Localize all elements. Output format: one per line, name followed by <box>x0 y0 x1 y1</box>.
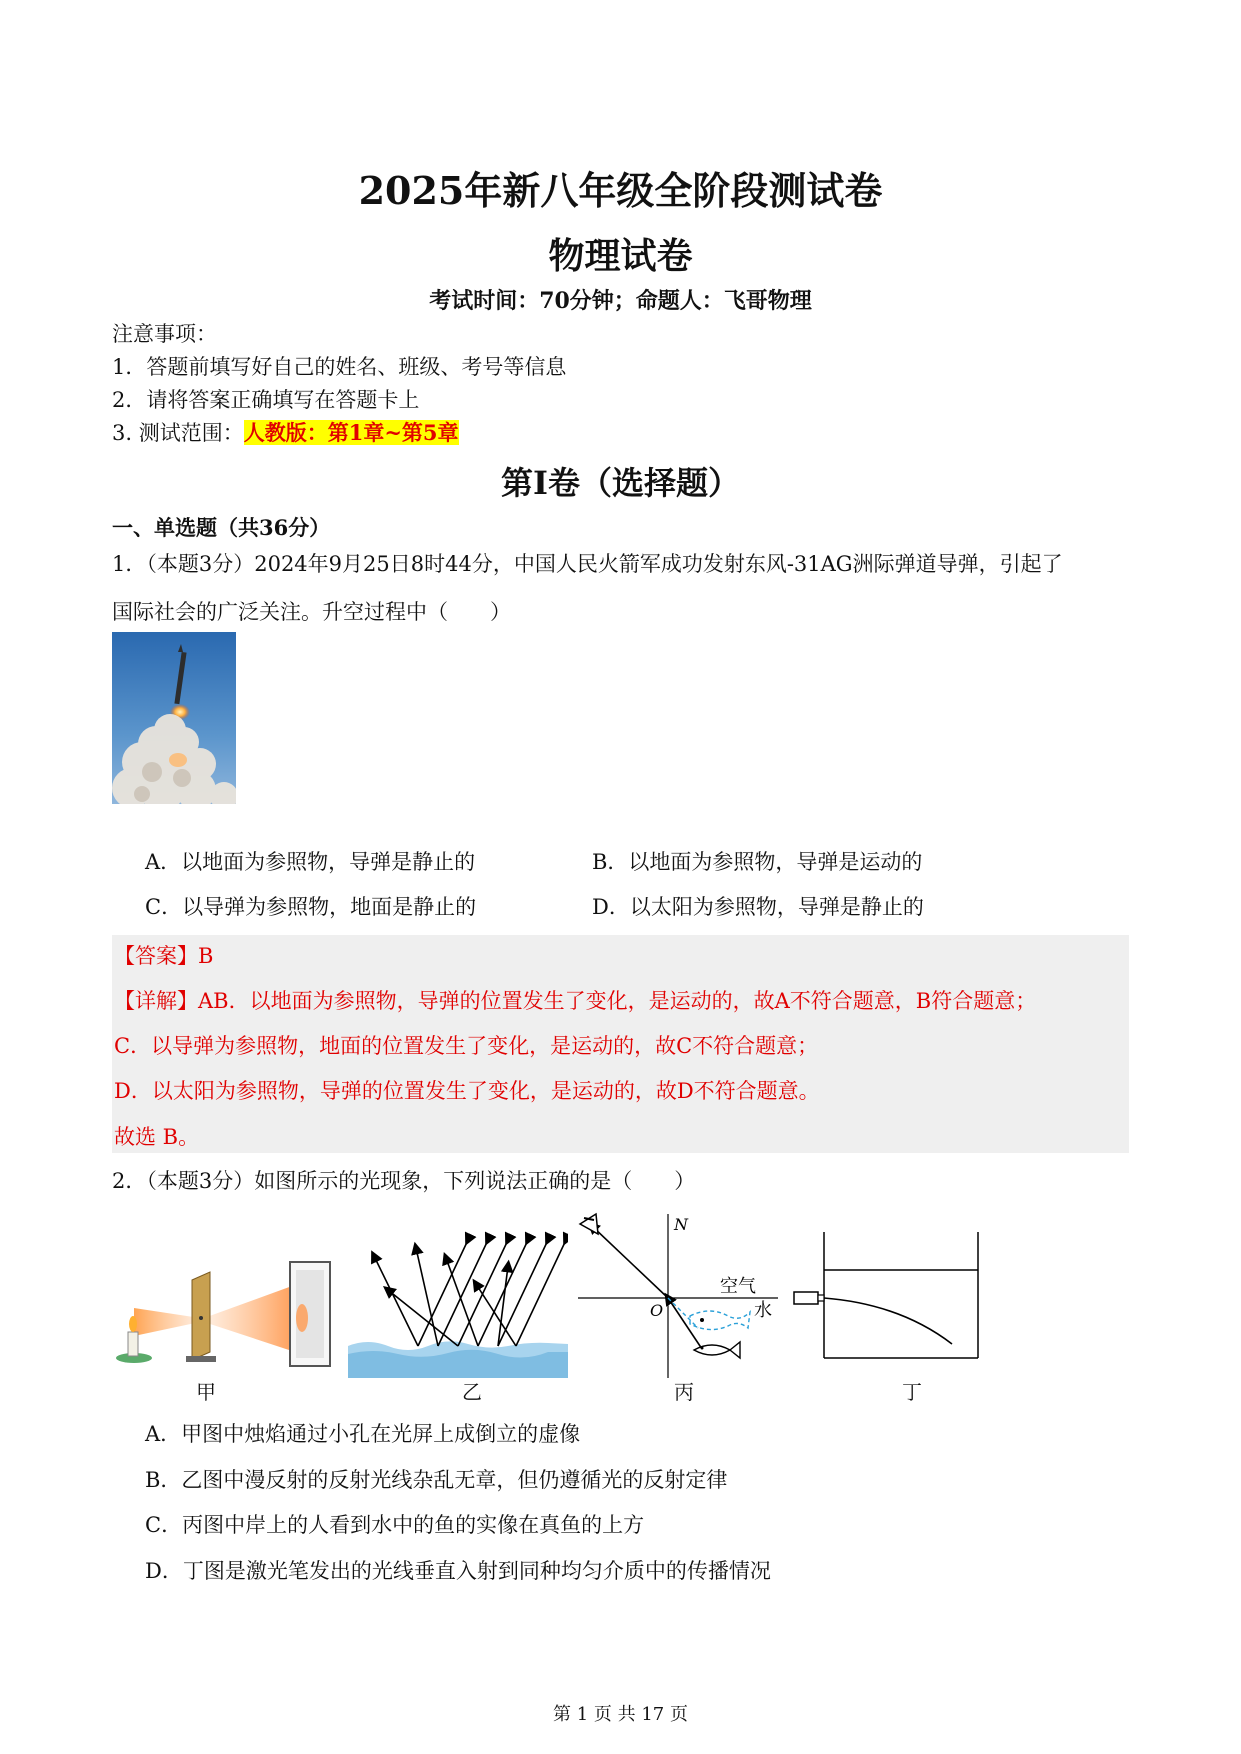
part-heading: 一、单选题（共36分） <box>112 515 331 540</box>
section-title: 第Ⅰ卷（选择题） <box>501 464 740 502</box>
exam-title: 2025年新八年级全阶段测试卷 <box>358 168 883 213</box>
test-scope-highlight: 人教版：第1章~第5章 <box>243 420 459 445</box>
missile-launch-image <box>112 632 236 804</box>
q2-option-b[interactable]: B．乙图中漫反射的反射光线杂乱无章，但仍遵循光的反射定律 <box>145 1468 728 1492</box>
q1-stem-line1: 1．（本题3分）2024年9月25日8时44分，中国人民火箭军成功发射东风-31AG洲际弹道导弹，引起了 <box>112 552 1063 576</box>
caption-ding: 丁 <box>902 1380 922 1404</box>
figure-jia-pinhole <box>112 1256 332 1370</box>
q1-option-d[interactable]: D．以太阳为参照物，导弹是静止的 <box>592 895 924 919</box>
label-origin-o: O <box>650 1301 664 1320</box>
notes-item-2: 2．请将答案正确填写在答题卡上 <box>112 388 420 412</box>
q2-option-a[interactable]: A．甲图中烛焰通过小孔在光屏上成倒立的虚像 <box>145 1422 581 1446</box>
figure-bing-refraction <box>578 1212 778 1380</box>
q2-option-d[interactable]: D．丁图是激光笔发出的光线垂直入射到同种均匀介质中的传播情况 <box>145 1559 771 1583</box>
figure-ding-laser <box>790 1228 982 1364</box>
q2-option-c[interactable]: C．丙图中岸上的人看到水中的鱼的实像在真鱼的上方 <box>145 1513 645 1537</box>
label-air: 空气 <box>720 1276 756 1297</box>
q1-option-a[interactable]: A．以地面为参照物，导弹是静止的 <box>145 850 476 874</box>
notes-heading: 注意事项： <box>112 322 217 346</box>
caption-yi: 乙 <box>462 1380 482 1404</box>
notes-item-1: 1．答题前填写好自己的姓名、班级、考号等信息 <box>112 355 567 379</box>
q2-stem: 2．（本题3分）如图所示的光现象，下列说法正确的是（ ） <box>112 1169 696 1193</box>
q1-answer: 【答案】B <box>114 944 214 968</box>
notes-item-3 <box>112 417 459 447</box>
q1-option-c[interactable]: C．以导弹为参照物，地面是静止的 <box>145 895 477 919</box>
figure-yi-diffuse <box>348 1228 568 1378</box>
q1-explain-4: 故选 B。 <box>114 1125 200 1149</box>
q1-explain-3: D．以太阳为参照物，导弹的位置发生了变化，是运动的，故D不符合题意。 <box>114 1079 820 1103</box>
label-normal-n: N <box>674 1215 688 1234</box>
q1-explain-1: 【详解】AB．以地面为参照物，导弹的位置发生了变化，是运动的，故A不符合题意，B符合题意； <box>114 989 1037 1013</box>
page-footer: 第 1 页 共 17 页 <box>553 1704 688 1725</box>
q1-stem-line2: 国际社会的广泛关注。升空过程中（ ） <box>112 600 511 624</box>
q1-explain-2: C．以导弹为参照物，地面的位置发生了变化，是运动的，故C不符合题意； <box>114 1034 819 1058</box>
caption-jia: 甲 <box>196 1380 216 1404</box>
q1-option-b[interactable]: B．以地面为参照物，导弹是运动的 <box>592 850 923 874</box>
exam-subtitle: 物理试卷 <box>548 235 693 277</box>
caption-bing: 丙 <box>674 1380 694 1404</box>
label-water: 水 <box>754 1300 772 1321</box>
notes-item-3-prefix: 3. 测试范围： <box>112 421 244 445</box>
exam-info: 考试时间：70分钟；命题人：飞哥物理 <box>429 288 812 314</box>
